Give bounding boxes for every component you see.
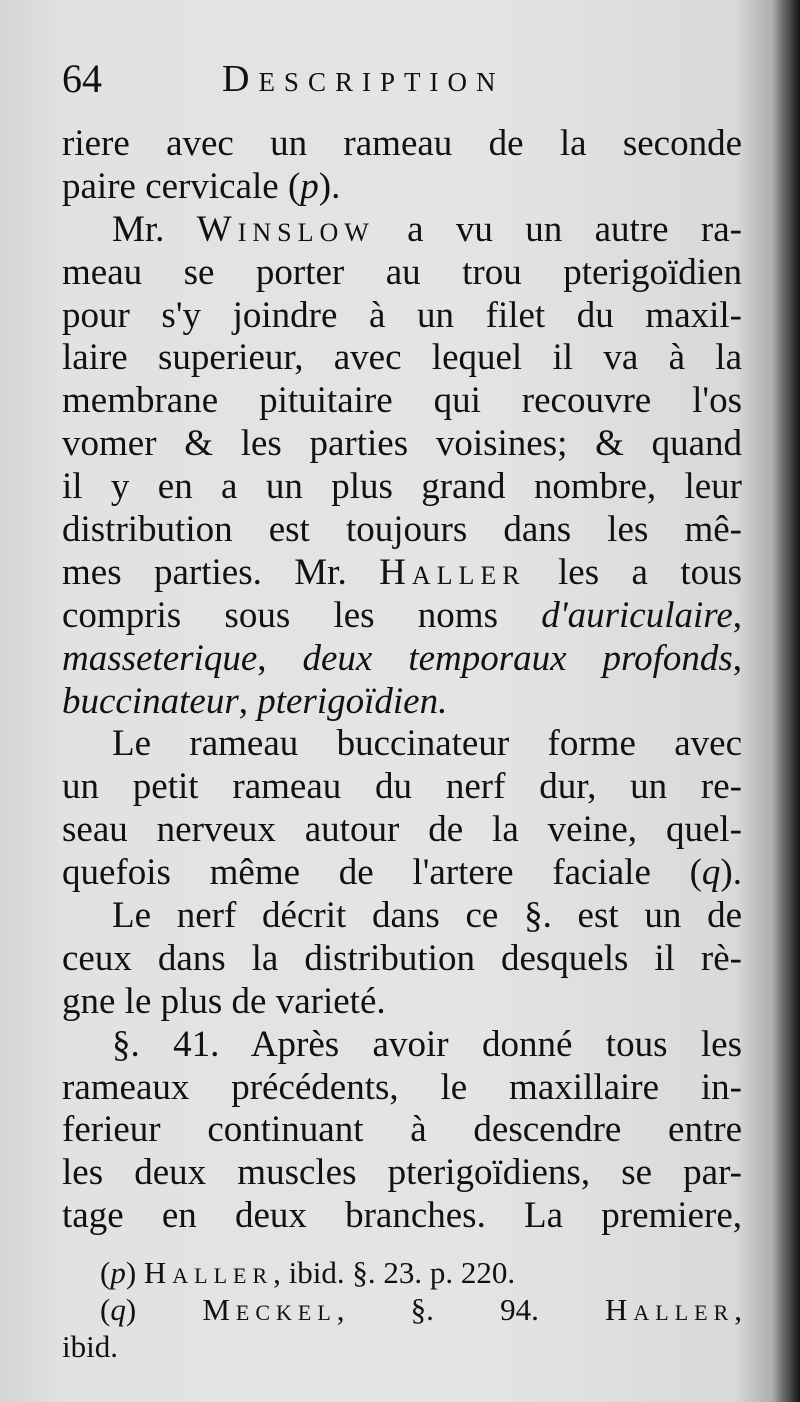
- text-line: [62, 337, 742, 380]
- footnotes: [62, 1254, 742, 1365]
- text-run: ,: [734, 1292, 742, 1327]
- text-line: [62, 938, 742, 981]
- text-run: il y en a un plus grand nombre, leur: [62, 466, 742, 508]
- text-line: [62, 423, 742, 466]
- name-smallcaps: Winslow: [196, 208, 375, 250]
- text-run: gne le plus de varieté.: [62, 980, 386, 1022]
- italic-text: buccinateur: [62, 680, 239, 722]
- footnote-line: [62, 1328, 742, 1365]
- italic-text: deux temporaux profonds: [302, 637, 733, 679]
- italic-text: q: [701, 852, 721, 894]
- text-run: laire superieur, avec lequel il va à la: [62, 337, 742, 379]
- text-line: [62, 595, 742, 638]
- text-run: tage en deux branches. La premiere,: [62, 1195, 742, 1237]
- text-run: ).: [318, 165, 341, 207]
- italic-text: p: [300, 165, 319, 207]
- italic-text: p: [110, 1255, 126, 1290]
- text-run: distribution est toujours dans les mê-: [62, 509, 742, 551]
- name-smallcaps: Haller: [379, 551, 526, 593]
- text-run: pour s'y joindre à un filet du maxil-: [62, 294, 742, 336]
- name-smallcaps: Haller: [143, 1255, 274, 1290]
- italic-text: q: [110, 1292, 126, 1327]
- text-line: [62, 209, 742, 252]
- text-run: Le nerf décrit dans ce §. est un de: [112, 895, 742, 937]
- text-run: ,: [732, 637, 742, 679]
- text-run: ferieur continuant à descendre entre: [62, 1109, 742, 1151]
- text-line: [62, 852, 742, 895]
- text-run: membrane pituitaire qui recouvre l'os: [62, 380, 742, 422]
- text-run: rameaux précédents, le maxillaire in-: [62, 1066, 742, 1108]
- text-line: [62, 466, 742, 509]
- italic-text: pterigoïdien.: [257, 680, 448, 722]
- text-line: [62, 1195, 742, 1238]
- text-run: un petit rameau du nerf dur, un re-: [62, 766, 742, 808]
- text-line: [62, 1152, 742, 1195]
- text-line: [62, 295, 742, 338]
- running-head: Description: [222, 58, 505, 100]
- text-run: , ibid. §. 23. p. 220.: [273, 1255, 516, 1290]
- text-run: a vu un autre ra-: [374, 208, 742, 250]
- text-line: [62, 809, 742, 852]
- text-line: [62, 766, 742, 809]
- italic-text: d'auriculaire: [541, 594, 733, 636]
- text-run: Mr.: [112, 208, 197, 250]
- text-line: [62, 123, 742, 166]
- text-line: [62, 638, 742, 681]
- footnote-line: [62, 1291, 742, 1328]
- text-line: [62, 723, 742, 766]
- text-line: [62, 1067, 742, 1110]
- text-run: (: [100, 1292, 111, 1327]
- text-run: , §. 94.: [336, 1292, 605, 1327]
- text-run: riere avec un rameau de la seconde: [62, 123, 742, 164]
- body-text: [62, 123, 742, 1238]
- page-number: 64: [62, 56, 102, 101]
- text-run: Le rameau buccinateur forme avec: [112, 723, 742, 765]
- text-run: ,: [238, 680, 258, 722]
- text-run: ibid.: [62, 1329, 118, 1364]
- text-run: ): [125, 1292, 203, 1327]
- text-run: ,: [732, 594, 742, 636]
- name-smallcaps: Meckel: [202, 1292, 337, 1327]
- text-run: ,: [257, 637, 303, 679]
- text-line: [62, 681, 742, 724]
- text-run: ceux dans la distribution desquels il rè-: [62, 937, 742, 979]
- text-run: seau nerveux autour de la veine, quel-: [62, 809, 742, 851]
- text-line: [62, 1024, 742, 1067]
- text-run: les deux muscles pterigoïdiens, se par-: [62, 1152, 742, 1194]
- text-line: [62, 166, 742, 209]
- text-run: mes parties. Mr.: [62, 551, 380, 593]
- text-line: [62, 1109, 742, 1152]
- text-run: §. 41. Après avoir donné tous les: [112, 1023, 742, 1065]
- text-run: quefois même de l'artere faciale (: [62, 852, 702, 894]
- italic-text: masseterique: [62, 637, 258, 679]
- text-run: ): [125, 1255, 144, 1290]
- name-smallcaps: Haller: [604, 1292, 735, 1327]
- page-gutter-shadow: [772, 0, 800, 1402]
- footnote-line: [62, 1254, 742, 1291]
- page-header: [62, 56, 742, 102]
- text-line: [62, 895, 742, 938]
- text-run: meau se porter au trou pterigoïdien: [62, 251, 742, 293]
- text-line: [62, 509, 742, 552]
- text-run: les a tous: [525, 551, 742, 593]
- text-run: (: [100, 1255, 111, 1290]
- text-line: [62, 981, 742, 1024]
- text-line: [62, 380, 742, 423]
- text-run: vomer & les parties voisines; & quand: [62, 423, 742, 465]
- text-run: compris sous les noms: [62, 594, 542, 636]
- text-run: paire cervicale (: [62, 165, 301, 207]
- text-line: [62, 552, 742, 595]
- text-run: ).: [720, 852, 742, 894]
- text-line: [62, 252, 742, 295]
